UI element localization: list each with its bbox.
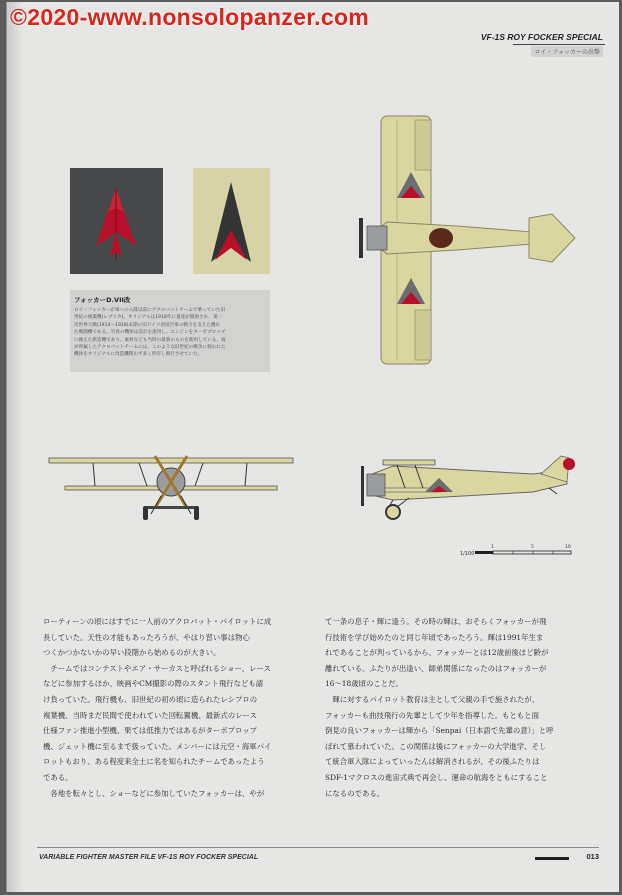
- caption-line: 次世界大戦(1914〜1918)末期の旧ドイツ帝国空軍の戦力を支えた優れ: [74, 322, 221, 328]
- text-line: になるのである。: [325, 788, 385, 798]
- body-column-right: [325, 614, 589, 801]
- text-line: 倒見の良いフォッカーは輝から「Senpai（日本語で先輩の意）」と呼: [325, 726, 554, 736]
- footer-rule: [37, 847, 599, 848]
- biplane-front-view-illustration: [43, 448, 299, 528]
- header-rule: [513, 44, 605, 45]
- page-number-bar: [535, 857, 569, 860]
- text-line: れであることが判っているから、フォッカーとは12歳前後ほど齢が: [325, 648, 549, 658]
- text-line: フォッカーも曲技飛行の先輩として少年を指導した。もともと面: [325, 710, 539, 720]
- caption-line: ロイ・フォッカーが軍への入隊以前にアクロバットチームで乗っていた旧: [74, 308, 226, 313]
- text-line: 輝に対するパイロット教育は主として父親の手で施されたが、: [332, 694, 540, 704]
- scale-mark: 1: [491, 545, 494, 550]
- text-line: 仕様ファン推進小型機、果ては低推力ではあるがターボプロップ: [43, 726, 258, 736]
- text-line: て統合軍入隊によっていったんは解消されるが、その後ふたりは: [325, 757, 540, 767]
- watermark: ©2020-www.nonsolopanzer.com: [10, 4, 370, 30]
- caption-line: 機体をオリジナルに改造機問わず多く所有し飛行させていた。: [74, 352, 203, 358]
- biplane-top-view-illustration: [347, 110, 587, 370]
- text-line: 長していた。天性の才能もあったろうが、やはり習い事は物心: [43, 632, 250, 642]
- text-line: などに参加するほか、映画やCM撮影の際のスタント飛行なども請: [43, 679, 264, 689]
- text-line: ロットもおり、ある程度来全土に名を知られたチームであったよう: [43, 757, 265, 767]
- dark-triangle-emblem-icon: [193, 168, 270, 274]
- caption-line: が所属したアクロバットチームには、このような旧世紀の戦争に使われた: [74, 345, 226, 351]
- text-line: ばれて慕われていた。この関係は後にフォッカーの大学進学、そし: [325, 741, 547, 751]
- caption-line: た戦闘機である。写真の機体は設計を流用し、エンジンをターボプロップ: [74, 330, 226, 336]
- page-spine-shadow: [7, 2, 23, 892]
- text-line: 行技術を学び始めたのと同じ年頃であったろう。輝は1991年生ま: [325, 632, 544, 642]
- scale-bar: [475, 549, 575, 557]
- text-line: て一条の息子・輝に逢う。その時の輝は、おそらくフォッカーが飛: [325, 617, 547, 626]
- emblem-dark-background: [70, 168, 163, 274]
- text-line: 複葉機、当時まだ民間で使われていた回転翼機、最新式のレース: [43, 710, 257, 720]
- text-line: SDF-1マクロスの進宙式典で再会し、運命の航海をともにすること: [325, 772, 548, 782]
- text-line: 各地を転々とし、ショーなどに参加していたフォッカーは、やが: [50, 788, 265, 798]
- scale-label: 1/100: [460, 551, 475, 557]
- aircraft-caption-box: [70, 290, 270, 372]
- text-line: つくかつかないかの早い段階から始めるのが大きい。: [43, 648, 221, 658]
- caption-body: [74, 307, 266, 359]
- body-column-left: [43, 614, 297, 801]
- caption-line: 世紀の複葉機(レプリカ)。オリジナルは1918年に量産が開始され、第一: [74, 315, 223, 321]
- scale-mark: 5: [531, 545, 534, 550]
- text-line: チームではコンテストやエア・サーカスと呼ばれるショー、レース: [50, 663, 271, 673]
- footer-publication-title: VARIABLE FIGHTER MASTER FILE VF-1S ROY FOCKER SPECIAL: [39, 854, 259, 861]
- caption-line: に換えた新造機であり、素材なども当時の最新のものを使用している。彼: [74, 337, 226, 343]
- biplane-side-view-illustration: [353, 448, 585, 528]
- header-subtitle: ロイ・フォッカーの出撃: [531, 46, 603, 57]
- emblem-light-background: [193, 168, 270, 274]
- red-arrowhead-emblem-icon: [70, 168, 163, 274]
- text-line: 16〜18歳頃のことだ。: [325, 679, 403, 689]
- text-line: 機、ジェット機に至るまで扱っていた。メンバーには元空・海軍パイ: [43, 741, 272, 751]
- text-line: け負っていた。飛行機も、旧世紀の初め頃に造られたレシプロの: [43, 694, 258, 704]
- text-line: 離れている。ふたりが出逢い、師弟関係になったのはフォッカーが: [325, 663, 547, 673]
- caption-title: フォッカーD.VII改: [74, 296, 131, 304]
- page-number: 013: [586, 852, 599, 861]
- scale-mark: 10: [565, 545, 571, 550]
- magazine-page: [6, 2, 619, 892]
- text-line: である。: [43, 772, 73, 782]
- header-title: VF-1S ROY FOCKER SPECIAL: [480, 32, 603, 42]
- text-line: ローティーンの頃にはすでに一人前のアクロバット・パイロットに成: [43, 617, 272, 626]
